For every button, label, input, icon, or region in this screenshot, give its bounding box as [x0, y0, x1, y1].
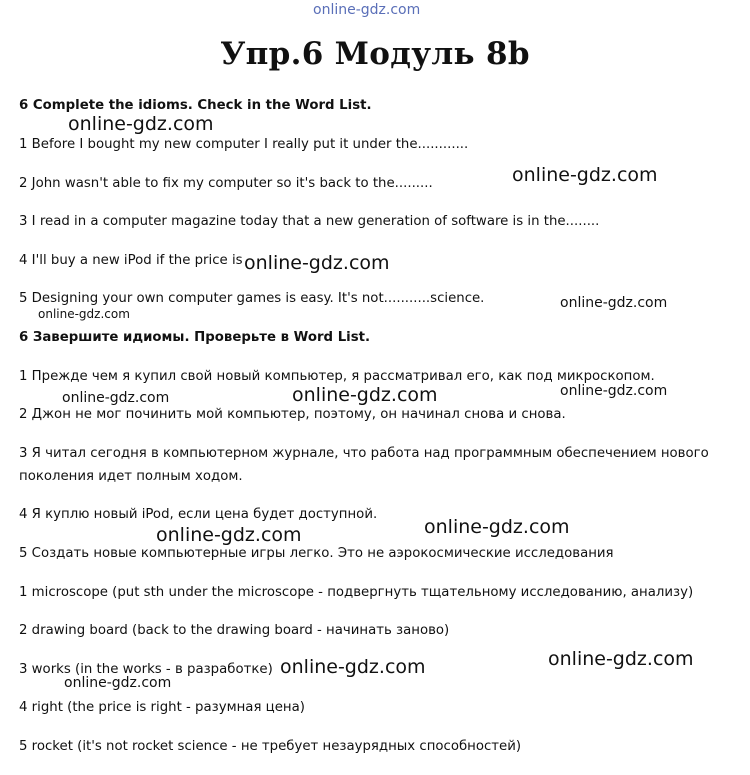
russian-item-4: 4 Я куплю новый iPod, если цена будет доступной. [19, 507, 378, 522]
top-watermark: online-gdz.com [313, 2, 421, 18]
answer-2: 2 drawing board (back to the drawing board - начинать заново) [19, 623, 450, 638]
english-item-3: 3 I read in a computer magazine today that a new generation of software is in the........ [19, 214, 600, 229]
russian-item-2: 2 Джон не мог починить мой компьютер, поэтому, он начинал снова и снова. [19, 407, 566, 422]
watermark: online-gdz.com [64, 675, 172, 691]
english-item-2: 2 John wasn't able to fix my computer so it's back to the......... [19, 176, 433, 191]
english-item-4: 4 I'll buy a new iPod if the price is [19, 253, 243, 268]
watermark: online-gdz.com [512, 164, 658, 186]
russian-heading: 6 Завершите идиомы. Проверьте в Word List. [19, 330, 371, 345]
english-heading: 6 Complete the idioms. Check in the Word List. [19, 98, 372, 113]
page-title: Упр.6 Модуль 8b [220, 36, 530, 72]
russian-item-5: 5 Создать новые компьютерные игры легко. Это не аэрокосмические исследования [19, 546, 614, 561]
english-item-5: 5 Designing your own computer games is easy. It's not...........science. [19, 291, 485, 306]
watermark: online-gdz.com [560, 383, 668, 399]
watermark: online-gdz.com [560, 295, 668, 311]
watermark: online-gdz.com [156, 524, 302, 546]
watermark: online-gdz.com [38, 307, 130, 321]
answer-1: 1 microscope (put sth under the microscope - подвергнуть тщательному исследованию, анализу) [19, 585, 694, 600]
watermark: online-gdz.com [424, 516, 570, 538]
russian-item-3-continued: поколения идет полным ходом. [19, 469, 243, 484]
answer-4: 4 right (the price is right - разумная цена) [19, 700, 305, 715]
russian-item-3: 3 Я читал сегодня в компьютерном журнале, что работа над программным обеспечением нового [19, 446, 709, 461]
russian-item-1: 1 Прежде чем я купил свой новый компьютер, я рассматривал его, как под микроскопом. [19, 369, 655, 384]
watermark: online-gdz.com [68, 113, 214, 135]
answer-3: 3 works (in the works - в разработке) [19, 662, 273, 677]
watermark: online-gdz.com [548, 648, 694, 670]
watermark: online-gdz.com [244, 252, 390, 274]
answer-5: 5 rocket (it's not rocket science - не требует незаурядных способностей) [19, 739, 522, 754]
english-item-1: 1 Before I bought my new computer I really put it under the............ [19, 137, 469, 152]
watermark: online-gdz.com [62, 390, 170, 406]
watermark: online-gdz.com [292, 384, 438, 406]
watermark: online-gdz.com [280, 656, 426, 678]
